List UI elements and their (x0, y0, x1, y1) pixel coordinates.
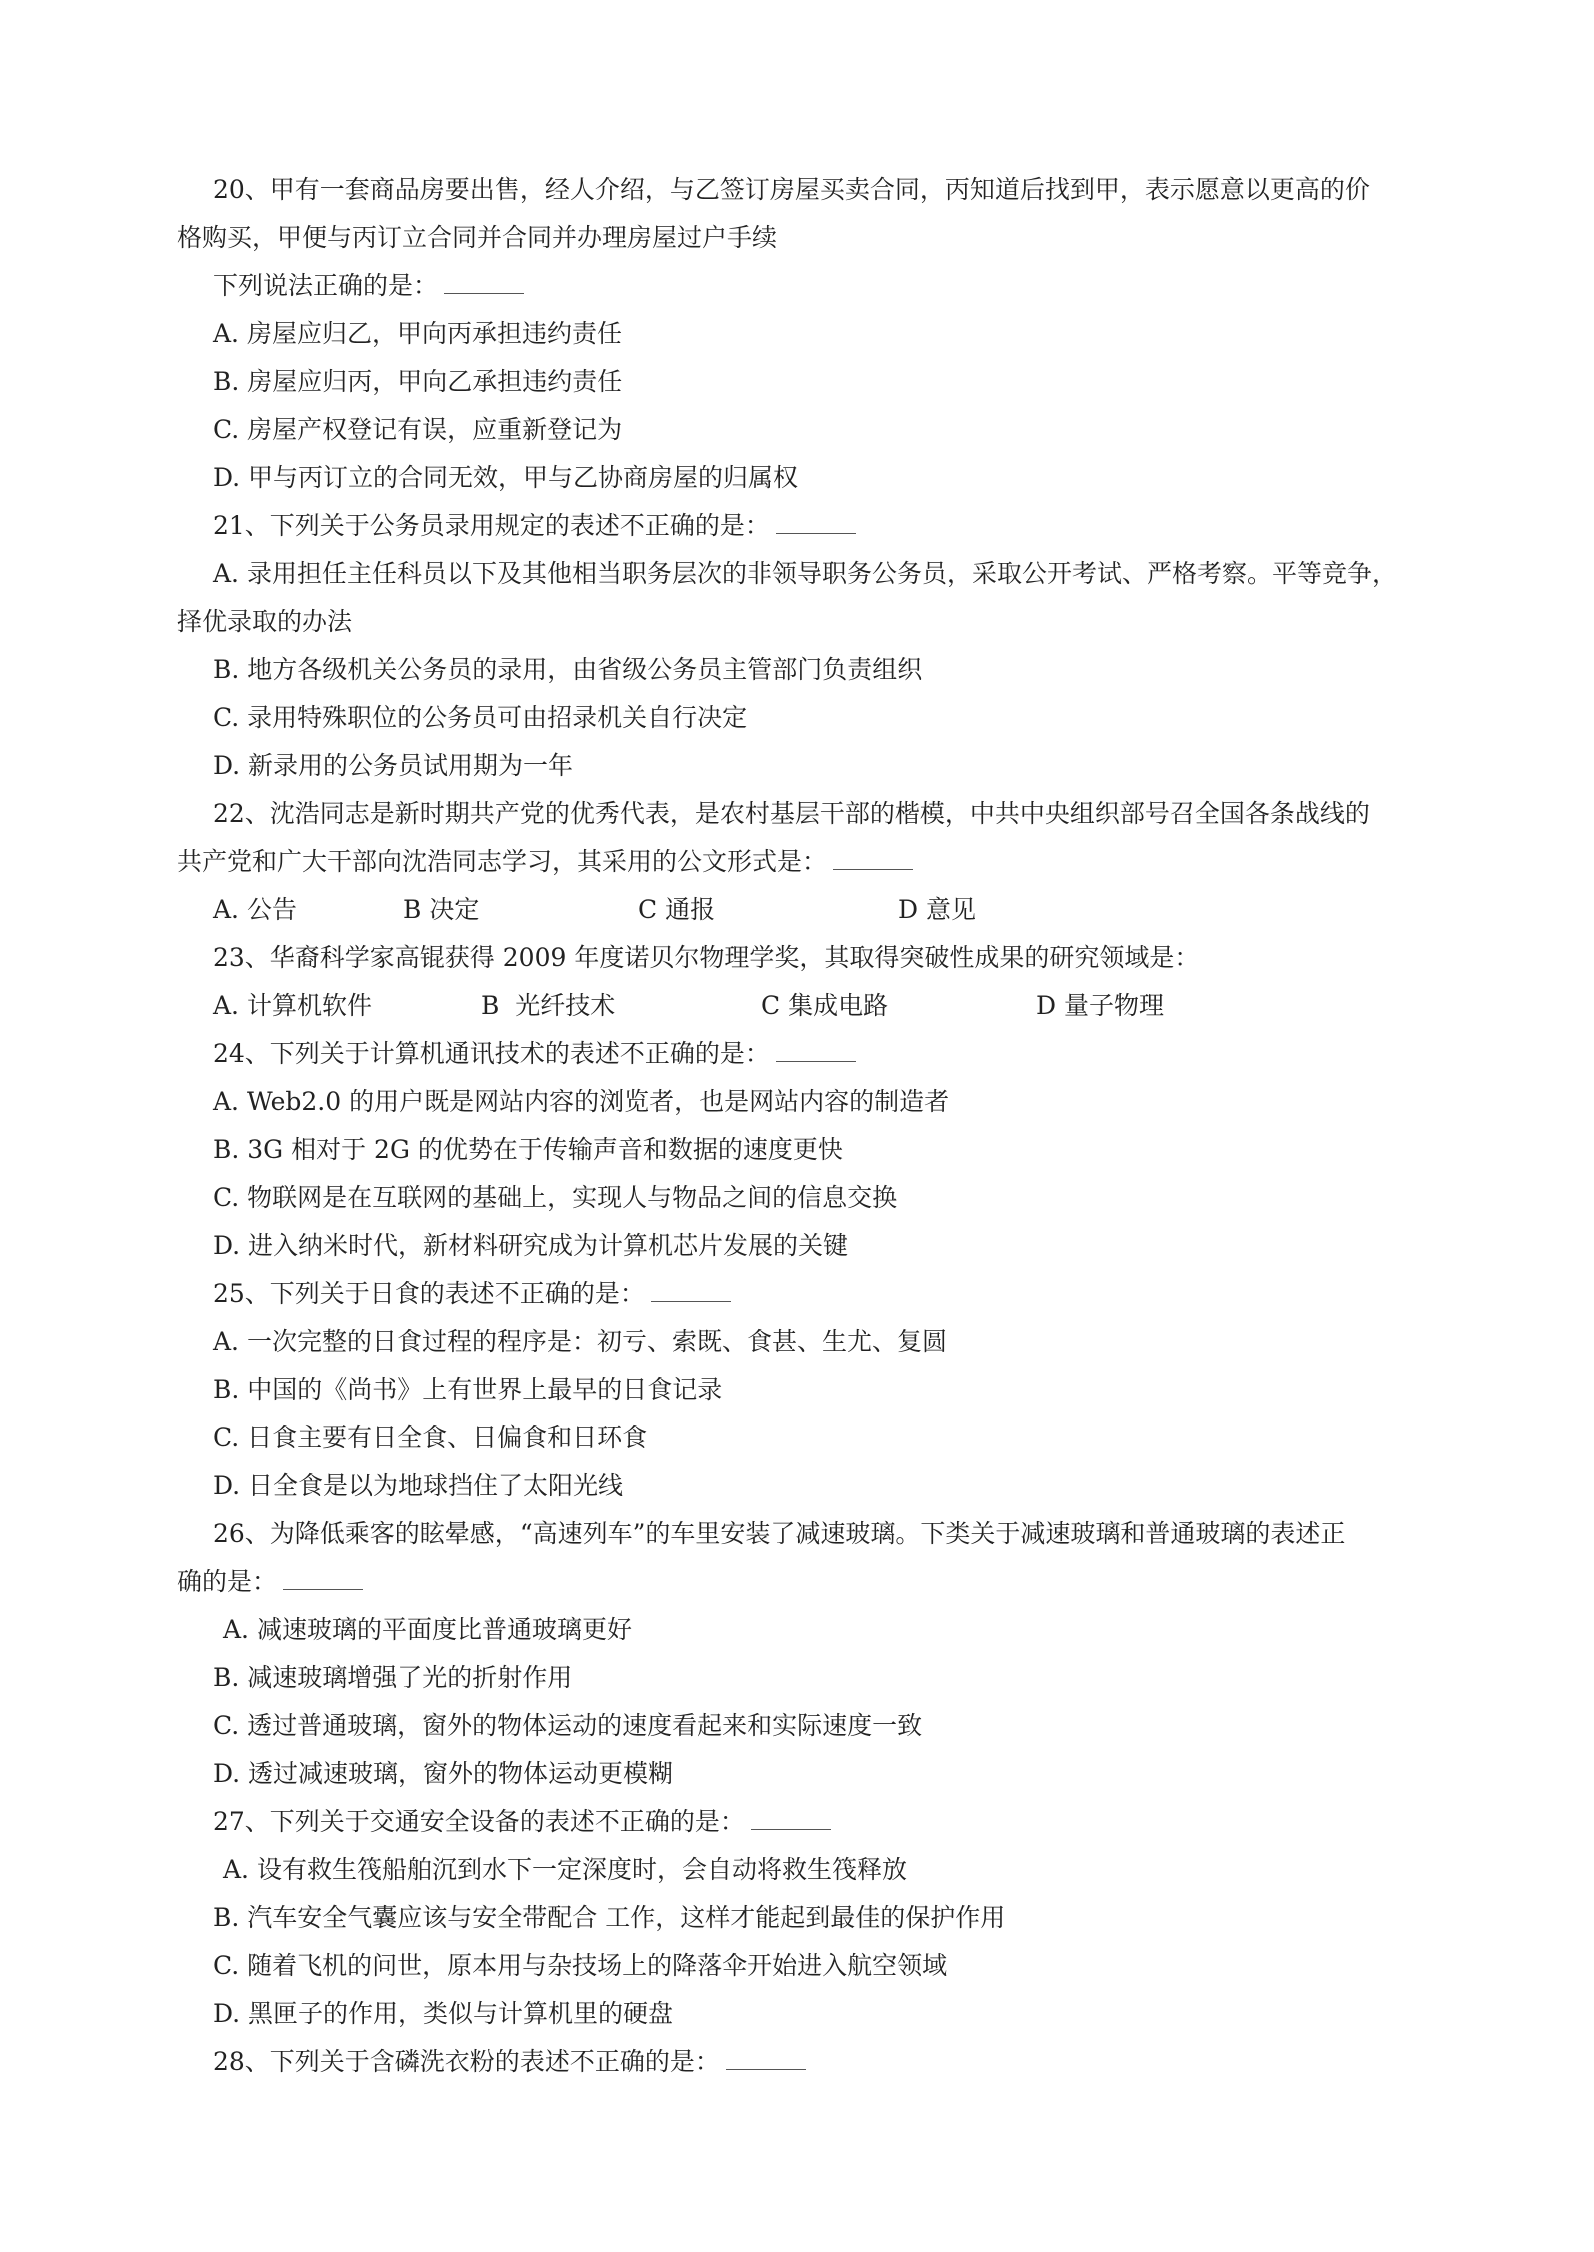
option-a-cont: 择优录取的办法 (177, 607, 353, 636)
option-c: C. 日食主要有日全食、日偏食和日环食 (213, 1423, 648, 1452)
option-b: B. 汽车安全气囊应该与安全带配合 工作，这样才能起到最佳的保护作用 (213, 1903, 1006, 1932)
answer-blank (776, 1031, 856, 1062)
option-a: A. Web2.0 的用户既是网站内容的浏览者，也是网站内容的制造者 (213, 1087, 950, 1116)
option-d: D. 黑匣子的作用，类似与计算机里的硬盘 (213, 1999, 674, 2028)
question-22-stem: 22、沈浩同志是新时期共产党的优秀代表，是农村基层干部的楷模，中共中央组织部号召全国各条战线的 (213, 799, 1370, 828)
question-24-stem (177, 1030, 1447, 1078)
option-c: C. 房屋产权登记有误，应重新登记为 (213, 415, 623, 444)
answer-blank (283, 1559, 363, 1590)
stem-text: 24、下列关于计算机通讯技术的表述不正确的是： (213, 1039, 770, 1068)
option-c: C. 录用特殊职位的公务员可由招录机关自行决定 (213, 703, 748, 732)
option-a: A. 计算机软件 (213, 991, 372, 1020)
answer-blank (651, 1271, 731, 1302)
exam-document (177, 166, 1447, 2086)
option-b: B. 减速玻璃增强了光的折射作用 (213, 1663, 573, 1692)
stem-text: 确的是： (177, 1567, 278, 1596)
option-c: C 通报 (638, 895, 716, 924)
option-a: A. 一次完整的日食过程的程序是：初亏、索既、食甚、生尤、复圆 (213, 1327, 947, 1356)
question-20-prompt (177, 262, 1447, 310)
option-a: A. 设有救生筏船舶沉到水下一定深度时，会自动将救生筏释放 (223, 1855, 907, 1884)
question-26-stem: 26、为降低乘客的眩晕感，“高速列车”的车里安装了减速玻璃。下类关于减速玻璃和普通玻璃的表述正 (213, 1519, 1346, 1548)
option-d: D 意见 (898, 895, 976, 924)
question-22-options (177, 886, 1447, 934)
option-a: A. 录用担任主任科员以下及其他相当职务层次的非领导职务公务员，采取公开考试、严格考察。平等竞争， (213, 559, 1397, 588)
answer-blank (833, 839, 913, 870)
option-d: D. 日全食是以为地球挡住了太阳光线 (213, 1471, 624, 1500)
stem-text: 21、下列关于公务员录用规定的表述不正确的是： (213, 511, 770, 540)
stem-text: 27、下列关于交通安全设备的表述不正确的是： (213, 1807, 745, 1836)
question-28-stem (177, 2038, 1447, 2086)
option-b: B. 中国的《尚书》上有世界上最早的日食记录 (213, 1375, 723, 1404)
option-d: D. 进入纳米时代，新材料研究成为计算机芯片发展的关键 (213, 1231, 849, 1260)
option-b: B 光纤技术 (481, 991, 616, 1020)
stem-text: 28、下列关于含磷洗衣粉的表述不正确的是： (213, 2047, 720, 2076)
option-c: C. 随着飞机的问世，原本用与杂技场上的降落伞开始进入航空领域 (213, 1951, 948, 1980)
question-20-stem: 20、甲有一套商品房要出售，经人介绍，与乙签订房屋买卖合同，丙知道后找到甲，表示愿意以更高的价 (213, 175, 1370, 204)
option-d: D 量子物理 (1036, 991, 1164, 1020)
prompt-text: 下列说法正确的是： (213, 271, 439, 300)
question-22-stem-cont (177, 838, 1447, 886)
option-a: A. 公告 (213, 895, 297, 924)
stem-text: 共产党和广大干部向沈浩同志学习，其采用的公文形式是： (177, 847, 828, 876)
question-23-stem: 23、华裔科学家高锟获得 2009 年度诺贝尔物理学奖，其取得突破性成果的研究领域是： (213, 943, 1200, 972)
question-23-options (177, 982, 1447, 1030)
question-25-stem (177, 1270, 1447, 1318)
option-d: D. 透过减速玻璃，窗外的物体运动更模糊 (213, 1759, 674, 1788)
option-d: D. 新录用的公务员试用期为一年 (213, 751, 574, 780)
question-21-stem (177, 502, 1447, 550)
question-20-stem-cont: 格购买，甲便与丙订立合同并合同并办理房屋过户手续 (177, 223, 778, 252)
option-a: A. 房屋应归乙，甲向丙承担违约责任 (213, 319, 622, 348)
answer-blank (726, 2039, 806, 2070)
answer-blank (776, 503, 856, 534)
option-c: C 集成电路 (761, 991, 889, 1020)
option-d: D. 甲与丙订立的合同无效，甲与乙协商房屋的归属权 (213, 463, 799, 492)
answer-blank (751, 1799, 831, 1830)
option-c: C. 物联网是在互联网的基础上，实现人与物品之间的信息交换 (213, 1183, 898, 1212)
option-c: C. 透过普通玻璃，窗外的物体运动的速度看起来和实际速度一致 (213, 1711, 923, 1740)
option-b: B. 地方各级机关公务员的录用，由省级公务员主管部门负责组织 (213, 655, 923, 684)
question-27-stem (177, 1798, 1447, 1846)
stem-text: 25、下列关于日食的表述不正确的是： (213, 1279, 645, 1308)
option-b: B. 房屋应归丙，甲向乙承担违约责任 (213, 367, 623, 396)
option-b: B 决定 (403, 895, 480, 924)
question-26-stem-cont (177, 1558, 1447, 1606)
answer-blank (444, 263, 524, 294)
option-b: B. 3G 相对于 2G 的优势在于传输声音和数据的速度更快 (213, 1135, 843, 1164)
option-a: A. 减速玻璃的平面度比普通玻璃更好 (223, 1615, 632, 1644)
